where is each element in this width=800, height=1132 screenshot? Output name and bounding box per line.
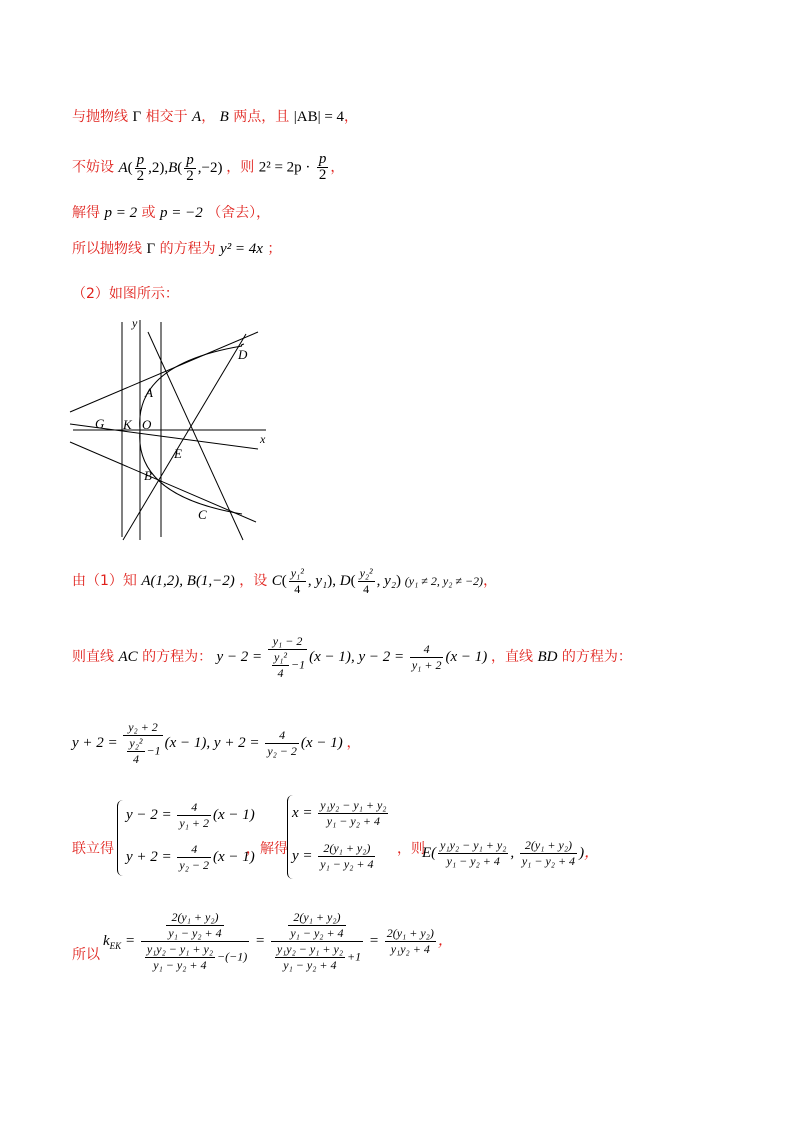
term: (x − 1) xyxy=(213,848,255,865)
label-e: E xyxy=(174,446,182,461)
term: (x − 1) xyxy=(164,734,207,751)
line-bd-equation: y + 2 = y₂ + 2 $\frac{\text{y₂²}}{4}$ −1 (x − 1), y + 2 = $\frac{4}{\text{y₂ − 2}}$ (x − 1) xyxy=(72,720,343,766)
text: ， xyxy=(344,109,359,125)
frac-den: y₁ + 2 xyxy=(179,816,210,830)
text: 由（1）知 xyxy=(72,572,137,589)
frac-den: 4 xyxy=(363,582,370,596)
frac-num: y₁² xyxy=(290,566,304,580)
text: 不妨设 xyxy=(72,159,114,176)
label-g: G xyxy=(95,416,105,431)
line-bd-label: BD xyxy=(537,648,558,665)
frac-den: y₂ − 2 xyxy=(179,858,210,872)
text: 所以 xyxy=(72,947,100,963)
label-y: y xyxy=(132,316,138,330)
frac-den: 2 xyxy=(318,167,327,183)
k-subscript: EK xyxy=(109,940,122,951)
frac-num: y₂ + 2 xyxy=(123,720,162,736)
line-2 xyxy=(72,152,344,184)
frac-num: y₁² xyxy=(273,650,288,664)
system-eq-1: y − 2 = $\frac{4}{\text{y₁ + 2}}$ (x − 1) xyxy=(126,800,255,830)
text: 或 xyxy=(141,205,156,221)
points-ab-param: A( $\frac{p}{2}$ ,2),B( $\frac{p}{2}$ ,−2) xyxy=(118,151,227,184)
text: （舍去）， xyxy=(207,205,271,221)
solution-p-rejected: p = −2 xyxy=(159,205,203,221)
frac-num: 2(y₁ + y₂) xyxy=(318,841,375,857)
text: 与抛物线 xyxy=(72,109,128,125)
text: ，直线 xyxy=(490,648,533,665)
point-e: E( $\frac{\text{y₁y₂ − y₁ + y₂}}{\text{y₁ − y₂ + 4}}$ , $\frac{\text{2(y₁ + y₂)}}{\text{y₁ − y₂ + 4}}$ )， xyxy=(422,838,600,868)
text: ， xyxy=(330,159,345,176)
frac-den: y₂ − 2 xyxy=(267,744,297,758)
frac-den: y₁ − y₂ + 4 xyxy=(283,958,337,972)
label-c: C xyxy=(198,507,207,522)
condition: (y₁ ≠ 2, y₂ ≠ −2) xyxy=(404,573,484,588)
label-o: O xyxy=(142,417,152,432)
slope-ek: $k_{EK}$ = $\frac{\text{2(y₁ + y₂)}}{\text{y₁ − y₂ + 4}}$ $\frac{\text{y₁y₂ − y₁ + y₂}}{\text{y₁ − y₂ + 4}}$ −(−1) = $\frac{\text{2(y₁ + y₂)}}{\text{y₁ − y₂ + 4}}$ $\frac{\text{y₁y₂ − y₁ + y₂}}{\text{y₁ − y₂ + 4}}$ +1 = $\frac{\text{2(y₁ + y₂)}}{\text{y₁y₂ + 4}}$ ， xyxy=(103,910,453,972)
line-3 xyxy=(72,202,270,222)
line-9-label xyxy=(72,838,114,858)
point-b: B xyxy=(219,109,229,125)
text: （2）如图所示： xyxy=(72,286,179,302)
text: ， xyxy=(201,109,216,125)
text: ， xyxy=(437,930,453,949)
frac-num: p xyxy=(318,151,327,167)
frac-num: y₁y₂ − y₁ + y₂ xyxy=(276,942,343,956)
text: 所以抛物线 xyxy=(72,241,142,257)
frac-num: y₁y₂ − y₁ + y₂ xyxy=(320,798,387,812)
frac-den: 2 xyxy=(186,167,194,184)
text-solve xyxy=(246,838,288,858)
parabola-equation: y² = 4x xyxy=(220,241,263,257)
frac-num: 2(y₁ + y₂) xyxy=(166,910,223,926)
line-4 xyxy=(72,238,281,258)
text: 的方程为： xyxy=(142,648,213,665)
points-ab: A(1,2), B(1,−2) xyxy=(141,572,235,589)
label-a: A xyxy=(145,385,153,400)
text: 解得 xyxy=(72,205,100,221)
equation: 2² = 2p · xyxy=(258,159,311,176)
frac-num: y₂² xyxy=(359,566,373,580)
text: 两点，且 xyxy=(233,109,290,125)
line-bd xyxy=(123,334,246,540)
system-eq-2: y + 2 = $\frac{4}{\text{y₂ − 2}}$ (x − 1) xyxy=(126,842,255,872)
frac-num: p xyxy=(136,151,145,168)
gamma-symbol: Γ xyxy=(132,109,142,125)
text: 的方程为 xyxy=(159,241,216,257)
frac-num: 2(y₁ + y₂) xyxy=(386,926,434,940)
frac-den: y₁ − y₂ + 4 xyxy=(153,958,207,972)
frac-den: 2 xyxy=(136,167,145,184)
ab-length: |AB| = 4 xyxy=(293,109,345,125)
line-1 xyxy=(72,106,358,126)
text: 的方程为： xyxy=(561,648,632,665)
solution-x: x = $\frac{\text{y₁y₂ − y₁ + y₂}}{\text{y₁ − y₂ + 4}}$ xyxy=(292,798,387,828)
text: ，则 xyxy=(226,159,255,176)
frac-num: y₂² xyxy=(129,736,143,750)
frac-den: y₁ − y₂ + 4 xyxy=(521,854,576,868)
frac-den: 4 xyxy=(132,752,139,766)
text: ，则 xyxy=(397,841,425,857)
line-5 xyxy=(72,283,179,303)
label-d: D xyxy=(238,347,248,362)
text: 则直线 xyxy=(72,648,114,665)
frac-num: 4 xyxy=(410,642,444,658)
frac-den: y₁ − y₂ + 4 xyxy=(320,857,374,871)
line-10-label xyxy=(72,944,100,964)
solution-y: y = $\frac{\text{2(y₁ + y₂)}}{\text{y₁ − y₂ + 4}}$ xyxy=(292,841,374,871)
line-8: y + 2 = y₂ + 2 $\frac{\text{y₂²}}{4}$ −1 (x − 1), y + 2 = $\frac{4}{\text{y₂ − 2}}$ (x − 1) ， xyxy=(72,720,361,766)
system-brace xyxy=(117,800,124,876)
line-gc xyxy=(70,442,256,522)
frac-den: y₁ − y₂ + 4 xyxy=(326,814,380,828)
point-a: A xyxy=(192,109,202,125)
k-symbol: k xyxy=(103,932,110,949)
frac-num: y₁ − 2 xyxy=(268,634,307,650)
line-ac-label: AC xyxy=(118,648,138,665)
text: ； xyxy=(267,241,282,257)
term: (x − 1) xyxy=(213,806,255,823)
points-cd: C( $\frac{\text{y₁²}}{4}$ , y₁), D( $\frac{\text{y₂²}}{4}$ , y₂) xyxy=(271,566,405,596)
line-ac-equation: y − 2 = y₁ − 2 $\frac{\text{y₁²}}{4}$ −1 (x − 1), y − 2 = $\frac{4}{\text{y₁ + 2}}$ (x − 1) xyxy=(216,634,488,680)
frac-num: 2(y₁ + y₂) xyxy=(288,910,345,926)
frac-den: y₁ − y₂ + 4 xyxy=(168,926,222,940)
frac-num: 4 xyxy=(177,800,211,816)
term: (x − 1) xyxy=(300,734,343,751)
frac-den: 4 xyxy=(294,582,301,596)
text: ，设 xyxy=(239,572,268,589)
parabola-tip xyxy=(241,344,244,346)
gamma-symbol: Γ xyxy=(146,241,156,257)
term: (x − 1) xyxy=(309,648,351,665)
frac-den: y₁ − y₂ + 4 xyxy=(290,926,344,940)
parabola-figure xyxy=(68,312,268,542)
frac-den: y₁ + 2 xyxy=(411,658,442,672)
frac-den: y₁ − y₂ + 4 xyxy=(446,854,500,868)
line-7 xyxy=(72,634,632,681)
line-6 xyxy=(72,566,497,597)
text: 联立得 xyxy=(72,841,114,857)
label-x: x xyxy=(260,432,266,446)
frac-num: 4 xyxy=(265,728,299,744)
line-gd xyxy=(70,332,258,412)
frac-num: 4 xyxy=(177,842,211,858)
frac-num: y₁y₂ − y₁ + y₂ xyxy=(440,838,507,852)
label-k: K xyxy=(123,417,132,432)
solution-p: p = 2 xyxy=(104,205,138,221)
text: 相交于 xyxy=(145,109,188,125)
text: ，解得 xyxy=(246,841,288,857)
text-then xyxy=(397,838,425,858)
frac-den: y₁y₂ + 4 xyxy=(390,942,430,956)
frac-num: y₁y₂ − y₁ + y₂ xyxy=(146,942,213,956)
label-b: B xyxy=(144,468,152,483)
text: ， xyxy=(483,572,498,589)
frac-den: 4 xyxy=(277,666,284,680)
term: (x − 1) xyxy=(445,648,488,665)
frac-num: 2(y₁ + y₂) xyxy=(520,838,577,854)
frac-num: p xyxy=(186,151,194,168)
